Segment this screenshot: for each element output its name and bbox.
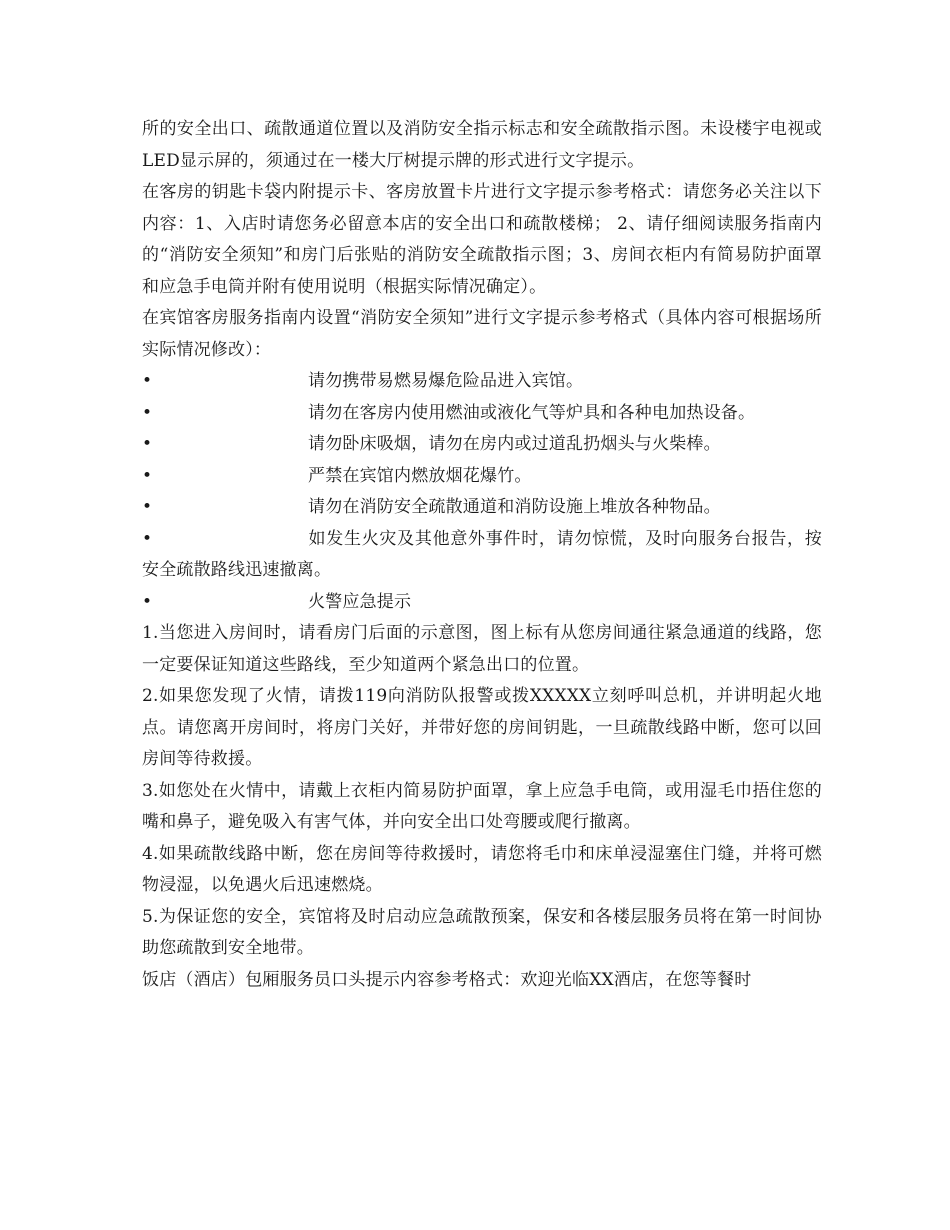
list-item	[142, 429, 822, 461]
bullet-text: 请勿在消防安全疏散通道和消防设施上堆放各种物品。	[308, 497, 721, 517]
paragraph-exit-notice: 所的安全出口、疏散通道位置以及消防安全指示标志和安全疏散指示图。未设楼宇电视或LED显示屏的，须通过在一楼大厅树提示牌的形式进行文字提示。	[142, 119, 822, 171]
bullet-text: 请勿卧床吸烟，请勿在房内或过道乱扔烟头与火柴棒。	[308, 434, 721, 454]
bullet-icon: •	[142, 434, 153, 454]
bullet-text: 请勿携带易燃易爆危险品进入宾馆。	[308, 371, 584, 391]
numbered-item-1: 1.当您进入房间时，请看房门后面的示意图，图上标有从您房间通往紧急通道的线路，您一定要保证知道这些路线，至少知道两个紧急出口的位置。	[142, 623, 822, 675]
bullet-icon: •	[142, 371, 153, 391]
bullet-icon: •	[142, 465, 153, 486]
bullet-text: 严禁在宾馆内燃放烟花爆竹。	[308, 465, 532, 486]
bullet-icon: •	[142, 402, 153, 423]
numbered-item-3: 3.如您处在火情中，请戴上衣柜内简易防护面罩，拿上应急手电筒，或用湿毛巾捂住您的嘴和鼻子，避免吸入有害气体，并向安全出口处弯腰或爬行撤离。	[142, 780, 822, 832]
list-item	[142, 366, 822, 398]
numbered-item-4: 4.如果疏散线路中断，您在房间等待救援时，请您将毛巾和床单浸湿塞住门缝，并将可燃物浸湿，以免遇火后迅速燃烧。	[142, 843, 822, 895]
bullet-text: 请勿在客房内使用燃油或液化气等炉具和各种电加热设备。	[308, 402, 756, 423]
bullet-icon: •	[142, 497, 153, 517]
bullet-icon: •	[142, 591, 153, 612]
bullet-icon: •	[142, 528, 153, 549]
paragraph-room-card-notice: 在客房的钥匙卡袋内附提示卡、客房放置卡片进行文字提示参考格式：请您务必关注以下内容：1、入店时请您务必留意本店的安全出口和疏散楼梯； 2、请仔细阅读服务指南内的“消防安全须知”和房门后张贴的消防安全疏散指示图；3、房间衣柜内有简易防护面罩和应急手电筒并附有使用说明（根据实际情况确定）。	[142, 182, 822, 297]
numbered-item-2: 2.如果您发现了火情，请拨119向消防队报警或拨XXXXX立刻呼叫总机，并讲明起火地点。请您离开房间时，将房门关好，并带好您的房间钥匙，一旦疏散线路中断，您可以回房间等待救援。	[142, 686, 822, 769]
paragraph-restaurant-notice: 饭店（酒店）包厢服务员口头提示内容参考格式：欢迎光临XX酒店，在您等餐时	[142, 969, 752, 990]
list-item-heading	[142, 587, 822, 619]
list-item	[142, 524, 822, 587]
list-item	[142, 398, 822, 430]
list-item	[142, 492, 822, 524]
paragraph-service-guide-notice: 在宾馆客房服务指南内设置“消防安全须知”进行文字提示参考格式（具体内容可根据场所实际情况修改）：	[142, 308, 822, 360]
list-item	[142, 461, 822, 493]
fire-alarm-heading: 火警应急提示	[308, 591, 412, 612]
numbered-item-5: 5.为保证您的安全，宾馆将及时启动应急疏散预案，保安和各楼层服务员将在第一时间协助您疏散到安全地带。	[142, 906, 822, 958]
bullet-text: 如发生火灾及其他意外事件时，请勿惊慌，及时向服务台报告，按安全疏散路线迅速撤离。	[142, 528, 822, 580]
document-body	[142, 114, 822, 996]
